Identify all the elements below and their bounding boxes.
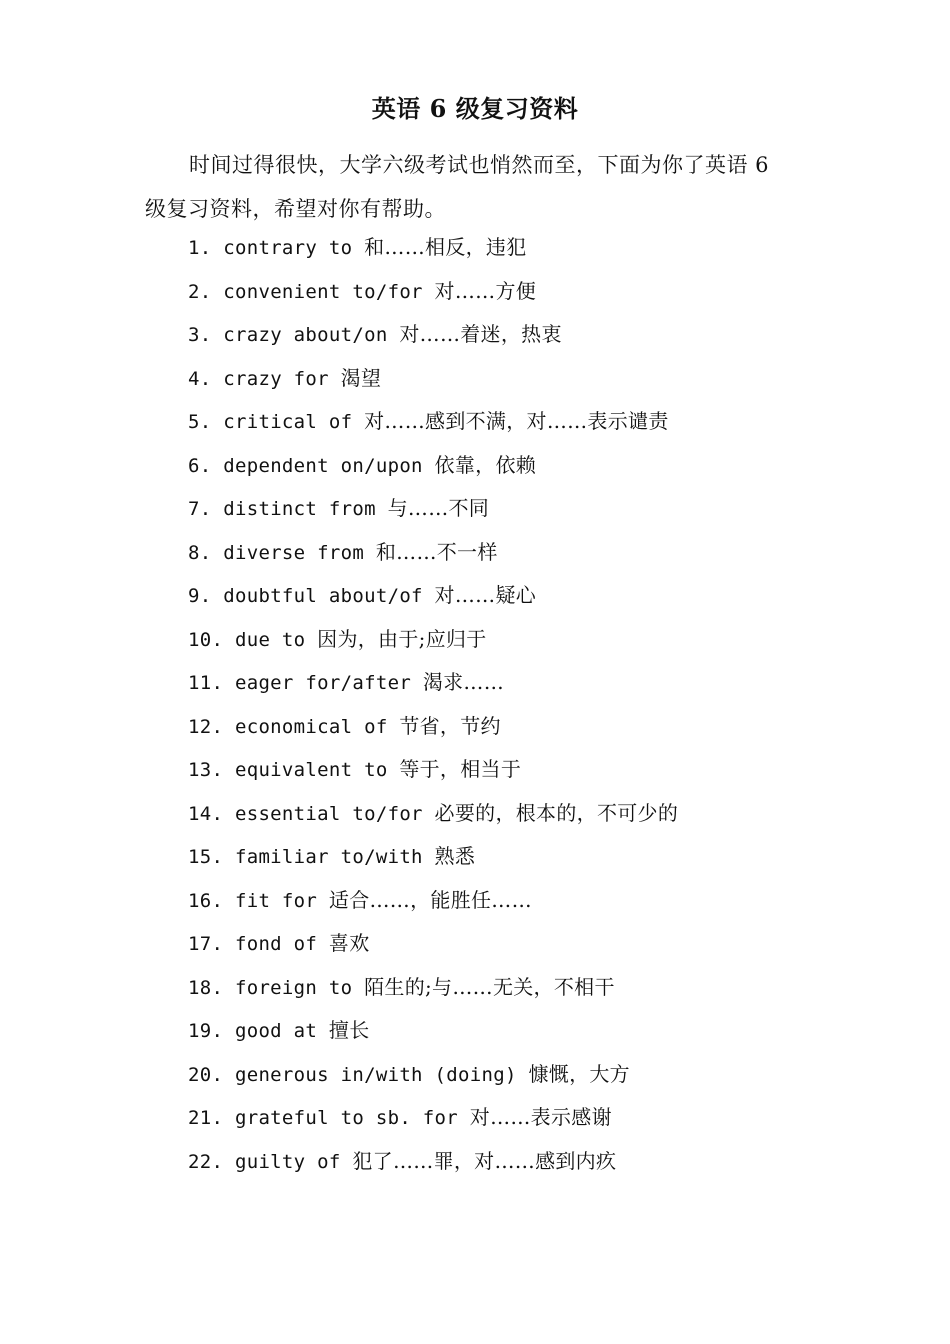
item-term: essential to/for — [234, 802, 423, 825]
item-number: 21. — [188, 1107, 224, 1129]
item-term: good at — [234, 1020, 318, 1042]
list-item — [188, 1009, 678, 1053]
list-item — [188, 835, 678, 879]
item-meaning: 陌生的;与……无关，不相干 — [364, 974, 615, 999]
list-item — [188, 966, 678, 1010]
list-item — [188, 705, 678, 749]
list-item — [188, 748, 678, 792]
list-item — [188, 922, 678, 966]
item-number: 9. — [188, 585, 212, 607]
list-item — [188, 226, 678, 270]
list-item — [188, 270, 678, 314]
item-meaning: 对……表示感谢 — [469, 1105, 612, 1129]
list-item — [188, 357, 678, 401]
list-item — [188, 574, 678, 618]
item-term: foreign to — [234, 976, 353, 999]
item-term: eager for/after — [234, 672, 412, 694]
list-item — [188, 1140, 678, 1184]
item-number: 11. — [188, 672, 224, 694]
item-meaning: 必要的，根本的，不可少的 — [434, 800, 679, 825]
item-meaning: 因为，由于;应归于 — [317, 626, 487, 651]
item-number: 2. — [188, 280, 212, 303]
item-meaning: 喜欢 — [328, 931, 370, 955]
item-number: 20. — [188, 1063, 224, 1086]
list-item — [188, 313, 678, 357]
item-number: 13. — [188, 759, 224, 781]
item-number: 8. — [188, 541, 212, 564]
list-item — [188, 444, 678, 488]
item-number: 14. — [188, 802, 224, 825]
item-meaning: 渴求…… — [422, 670, 505, 694]
item-term: doubtful about/of — [223, 585, 423, 607]
item-number: 6. — [188, 454, 212, 477]
item-number: 16. — [188, 889, 224, 912]
item-term: equivalent to — [234, 759, 388, 781]
item-meaning: 和……相反，违犯 — [364, 235, 527, 259]
item-term: crazy for — [223, 367, 329, 390]
item-term: guilty of — [234, 1150, 341, 1173]
item-number: 12. — [188, 715, 224, 738]
list-item — [188, 792, 678, 836]
item-meaning: 对……疑心 — [434, 583, 537, 607]
item-term: due to — [234, 628, 306, 651]
item-term: generous in/with (doing) — [234, 1063, 517, 1086]
item-term: familiar to/with — [234, 846, 423, 868]
item-meaning: 犯了……罪，对……感到内疚 — [352, 1148, 617, 1173]
item-term: fit for — [234, 889, 318, 912]
item-number: 15. — [188, 846, 224, 868]
item-meaning: 对……着迷，热衷 — [399, 322, 562, 346]
item-term: distinct from — [223, 498, 376, 520]
item-meaning: 和……不一样 — [375, 539, 498, 564]
item-number: 7. — [188, 498, 212, 520]
list-item — [188, 531, 678, 575]
list-item — [188, 487, 678, 531]
vocabulary-list — [188, 226, 678, 1183]
item-meaning: 擅长 — [328, 1018, 370, 1042]
item-number: 18. — [188, 976, 224, 999]
item-meaning: 对……感到不满，对……表示谴责 — [364, 409, 669, 433]
item-term: economical of — [234, 715, 388, 738]
item-term: crazy about/on — [223, 324, 388, 346]
intro-paragraph: 时间过得很快，大学六级考试也悄然而至，下面为你了英语 6 级复习资料，希望对你有帮助。 — [145, 153, 770, 221]
item-meaning: 节省，节约 — [399, 713, 501, 738]
item-term: diverse from — [223, 541, 365, 564]
item-term: contrary to — [223, 237, 353, 259]
list-item — [188, 400, 678, 444]
item-term: dependent on/upon — [223, 454, 423, 477]
item-term: grateful to sb. for — [234, 1107, 459, 1129]
item-number: 10. — [188, 628, 224, 651]
item-number: 22. — [188, 1150, 224, 1173]
list-item — [188, 879, 678, 923]
item-number: 4. — [188, 367, 212, 390]
item-number: 1. — [188, 237, 212, 259]
list-item — [188, 618, 678, 662]
item-meaning: 渴望 — [340, 365, 382, 390]
item-number: 3. — [188, 324, 212, 346]
item-number: 17. — [188, 933, 224, 955]
item-term: convenient to/for — [223, 280, 423, 303]
item-meaning: 等于，相当于 — [399, 757, 522, 781]
list-item — [188, 1053, 678, 1097]
item-meaning: 与……不同 — [387, 496, 490, 520]
item-meaning: 依靠，依赖 — [434, 452, 537, 477]
item-term: fond of — [234, 933, 318, 955]
item-term: critical of — [223, 411, 353, 433]
item-meaning: 慷慨，大方 — [528, 1061, 630, 1086]
item-meaning: 对……方便 — [434, 278, 537, 303]
item-number: 19. — [188, 1020, 224, 1042]
item-number: 5. — [188, 411, 212, 433]
item-meaning: 适合……，能胜任…… — [328, 887, 532, 912]
list-item — [188, 1096, 678, 1140]
item-meaning: 熟悉 — [434, 844, 476, 868]
document-title: 英语 6 级复习资料 — [371, 94, 579, 123]
list-item — [188, 661, 678, 705]
